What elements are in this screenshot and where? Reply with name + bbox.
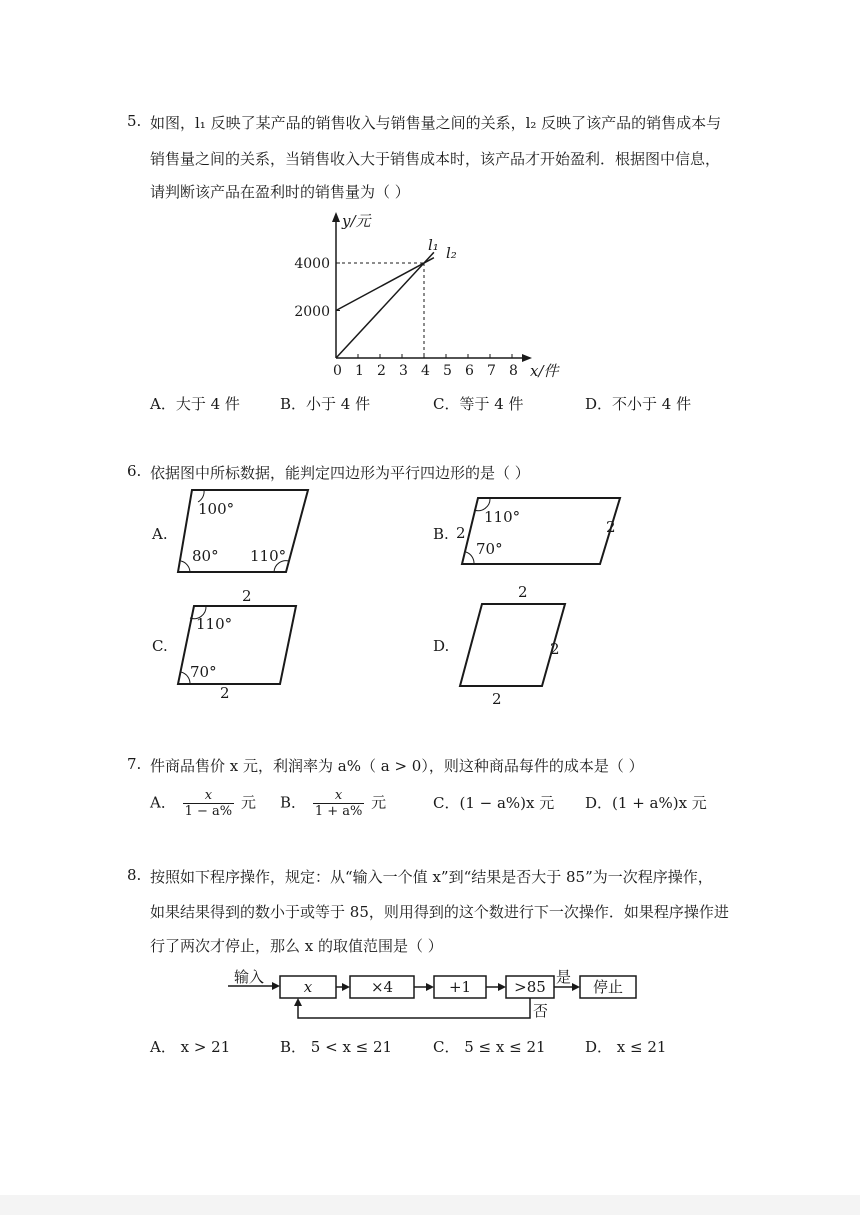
angle-arc-a2 [181,561,190,572]
x-tick-label-5: 5 [443,363,452,379]
q6-a-label: A. [152,525,168,543]
q7-b-fraction [313,788,365,819]
y-tick-2000: 2000 [294,304,330,320]
q7-option-d: D．(1 + a%)x 元 [585,794,707,812]
q7-a-denominator: 1 − a% [184,804,233,819]
series-line-2 [336,258,434,311]
flow-input-label: 输入 [234,968,265,986]
q6-a-angle1: 100° [198,500,235,518]
q5-option-c: C．等于 4 件 [433,395,524,413]
q8-option-c: C． 5 ≤ x ≤ 21 [433,1038,546,1056]
q7-option-c: C．(1 − a%)x 元 [433,794,555,812]
q6-d-figure [450,580,580,710]
q7-option-b [280,788,386,819]
flow-no-label: 否 [533,1002,549,1020]
q7-b-numerator: x [313,788,365,804]
angle-arc-c2 [181,672,190,684]
x-tick-label-2: 2 [377,363,386,379]
flow-loop-line [298,998,530,1018]
q8-flowchart [228,966,648,1026]
y-axis-label: y/元 [342,212,371,230]
q6-c-angle1: 110° [196,615,233,633]
q6-a-angle3: 110° [250,547,287,565]
q7-a-numerator: x [183,788,235,804]
q6-b-side-left: 2 [456,524,466,542]
q7-b-denominator: 1 + a% [314,804,363,819]
q7-b-label: B． [280,793,307,812]
q6-c-side-bottom: 2 [220,684,230,700]
q8-option-a: A． x > 21 [150,1038,231,1056]
flow-yes-label: 是 [556,968,572,986]
q8-option-d: D． x ≤ 21 [585,1038,667,1056]
x-tick-label-7: 7 [487,363,496,379]
x-tick-label-6: 6 [465,363,474,379]
x-axis-arrow [522,354,532,362]
q5-line1: 如图，l₁ 反映了某产品的销售收入与销售量之间的关系，l₂ 反映了该产品的销售成本与 [150,114,722,132]
q6-c-angle2: 70° [190,663,217,681]
q6-d-side-bottom: 2 [492,690,502,708]
q5-option-d: D．不小于 4 件 [585,395,692,413]
q7-a-fraction [183,788,235,819]
angle-arc-b2 [466,552,474,564]
flow-box-x-text: x [303,978,313,996]
q6-c-figure [170,585,310,700]
l2-label: l₂ [446,244,457,262]
q7-a-unit: 元 [240,793,256,812]
q6-c-label: C. [152,637,168,655]
q6-c-side-top: 2 [242,587,252,605]
q7-option-a [150,788,256,819]
x-tick-label-1: 1 [355,363,364,379]
q8-line2: 如果结果得到的数小于或等于 85，则用得到的这个数进行下一次操作．如果程序操作进 [150,903,729,921]
q6-number: 6. [127,462,142,480]
flow-box-times4-text: ×4 [370,978,394,996]
q6-stem: 依据图中所标数据，能判定四边形为平行四边形的是（ ） [150,464,530,482]
l1-label: l₁ [428,236,439,254]
q6-a-angle2: 80° [192,547,219,565]
flow-box-gt85-text: >85 [514,978,546,996]
q5-option-b: B．小于 4 件 [280,395,371,413]
q6-d-side-top: 2 [518,583,528,601]
page-bottom-edge [0,1195,860,1215]
x-tick-label-0: 0 [333,363,342,379]
flow-box-stop-text: 停止 [592,978,624,996]
q5-number: 5. [127,112,142,130]
q7-number: 7. [127,755,142,773]
q6-b-side-right: 2 [606,518,616,536]
q5-option-a: A．大于 4 件 [150,395,240,413]
q5-line2: 销售量之间的关系，当销售收入大于销售成本时，该产品才开始盈利．根据图中信息， [150,150,721,168]
y-axis-arrow [332,212,340,222]
q5-chart [290,208,570,388]
x-tick-label-4: 4 [421,363,430,379]
q6-b-angle2: 70° [476,540,503,558]
q6-b-label: B. [433,525,449,543]
q7-a-label: A． [150,793,176,812]
q6-d-label: D. [433,637,450,655]
y-tick-4000: 4000 [294,256,330,272]
q7-stem: 件商品售价 x 元，利润率为 a%（ a > 0），则这种商品每件的成本是（ ） [150,757,644,775]
q7-b-unit: 元 [371,793,387,812]
q8-line1: 按照如下程序操作，规定：从“输入一个值 x”到“结果是否大于 85”为一次程序操作， [150,868,713,886]
q5-line3: 请判断该产品在盈利时的销售量为（ ） [150,183,410,201]
q8-line3: 行了两次才停止，那么 x 的取值范围是（ ） [150,937,443,955]
flow-box-plus1-text: +1 [448,978,472,996]
x-tick-label-3: 3 [399,363,408,379]
q6-b-angle1: 110° [484,508,521,526]
x-tick-label-8: 8 [509,363,518,379]
series-line-1 [336,252,434,358]
q6-a-figure [170,482,320,582]
q6-d-side-right: 2 [550,640,560,658]
q8-number: 8. [127,866,142,884]
q6-b-figure [448,490,628,570]
q8-option-b: B． 5 < x ≤ 21 [280,1038,393,1056]
x-axis-label: x/件 [530,362,559,380]
